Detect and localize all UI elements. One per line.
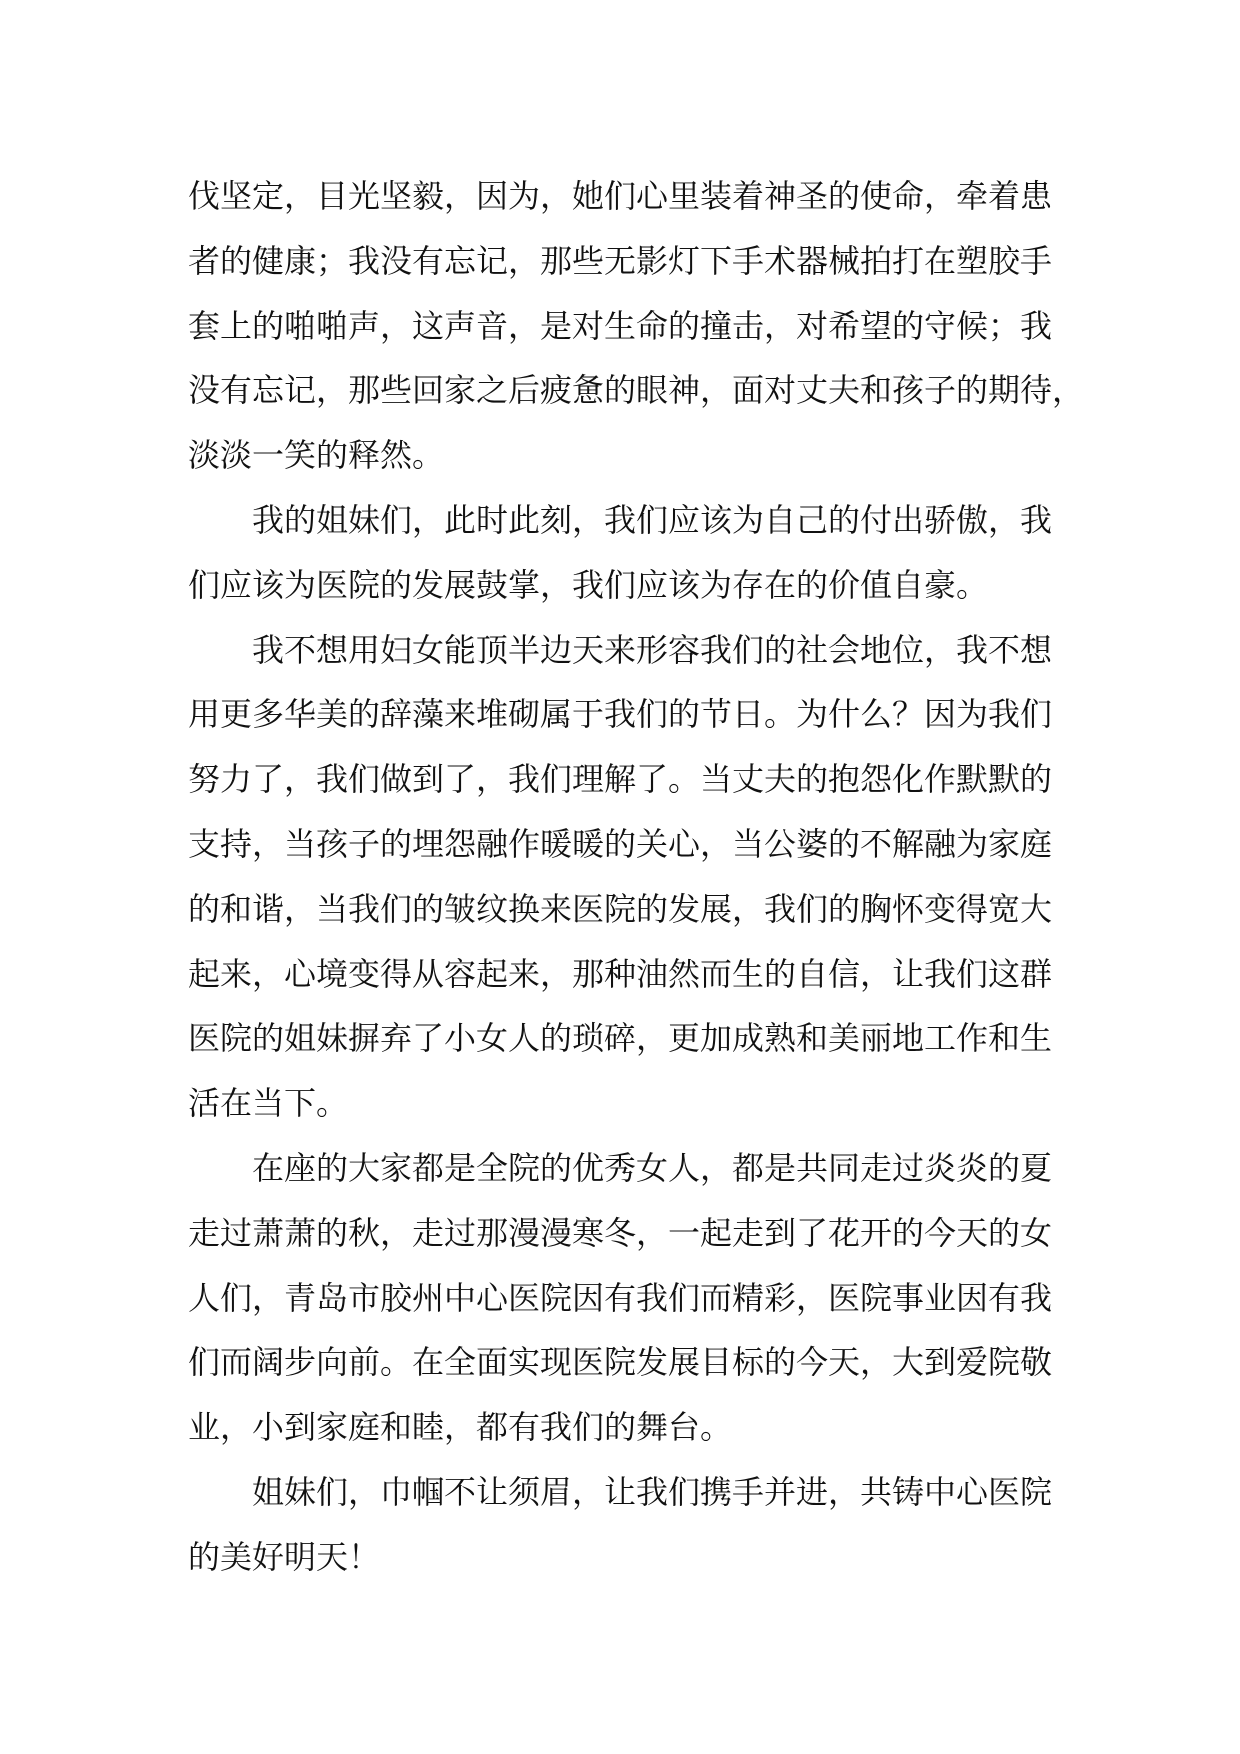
text-line: 们而阔步向前。在全面实现医院发展目标的今天，大到爱院敬 — [188, 1343, 1053, 1382]
text-line: 用更多华美的辞藻来堆砌属于我们的节日。为什么？因为我们 — [188, 695, 1053, 734]
paragraph-first-line: 我的姐妹们，此时此刻，我们应该为自己的付出骄傲，我 — [252, 500, 1053, 539]
paragraph-first-line: 我不想用妇女能顶半边天来形容我们的社会地位，我不想 — [252, 630, 1053, 669]
text-line: 的和谐，当我们的皱纹换来医院的发展，我们的胸怀变得宽大 — [188, 889, 1053, 928]
text-line: 努力了，我们做到了，我们理解了。当丈夫的抱怨化作默默的 — [188, 760, 1053, 799]
text-line: 者的健康；我没有忘记，那些无影灯下手术器械拍打在塑胶手 — [188, 241, 1053, 280]
text-line: 伐坚定，目光坚毅，因为，她们心里装着神圣的使命，牵着患 — [188, 177, 1053, 215]
text-line: 起来，心境变得从容起来，那种油然而生的自信，让我们这群 — [188, 954, 1053, 993]
text-line: 医院的姐妹摒弃了小女人的琐碎，更加成熟和美丽地工作和生 — [188, 1019, 1053, 1058]
text-line: 活在当下。 — [188, 1084, 349, 1123]
text-line: 支持，当孩子的埋怨融作暖暖的关心，当公婆的不解融为家庭 — [188, 824, 1053, 863]
text-line: 没有忘记，那些回家之后疲惫的眼神，面对丈夫和孩子的期待， — [188, 371, 1085, 410]
text-line: 套上的啪啪声，这声音，是对生命的撞击，对希望的守候；我 — [188, 306, 1053, 345]
text-line: 的美好明天！ — [188, 1537, 381, 1576]
text-line: 走过萧萧的秋，走过那漫漫寒冬，一起走到了花开的今天的女 — [188, 1213, 1053, 1252]
paragraph-first-line: 姐妹们，巾帼不让须眉，让我们携手并进，共铸中心医院 — [252, 1472, 1053, 1511]
paragraph-first-line: 在座的大家都是全院的优秀女人，都是共同走过炎炎的夏 — [252, 1148, 1053, 1187]
body-text — [188, 164, 1085, 1590]
text-line: 业，小到家庭和睦，都有我们的舞台。 — [188, 1408, 733, 1447]
text-line: 人们，青岛市胶州中心医院因有我们而精彩，医院事业因有我 — [188, 1278, 1053, 1317]
text-line: 淡淡一笑的释然。 — [188, 436, 445, 475]
text-line: 们应该为医院的发展鼓掌，我们应该为存在的价值自豪。 — [188, 565, 989, 604]
